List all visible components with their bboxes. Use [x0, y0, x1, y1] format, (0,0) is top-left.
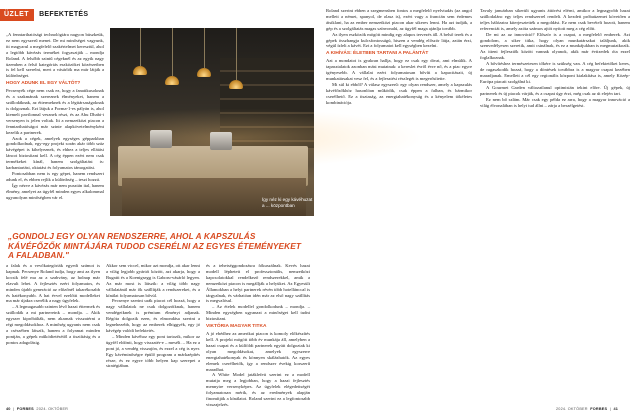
paragraph: Pecsenye szerint urák piacot cél hozzá, hogy a nagy vállalatok ne csak dolgozóiknak, hanem vendégeiknek is prémium élményt adjanak. Régóta dolgozik ezen, és elmondása szerint a legnehezebb, hogy az emberek elhiggyék, egy jó kávégép valódi befektetés. [106, 298, 200, 333]
coffee-bar-photo [110, 28, 314, 216]
coffee-machine [210, 132, 232, 150]
section-name: BEFEKTETÉS [39, 11, 89, 18]
paragraph: Akkor sem viccel, mikor azt mondja, ott akar lenni a világ legjobb gyártói között, azt akarja, hogy a Bugatti és a Koenigsegg is Gaboru-vásárló legyen. Az már most is látszik: a világ több nagy vállalatánál már ők szállítják a rendszereket, és a kínálat folyamatosan bővül. [106, 263, 200, 298]
paragraph: Azok a cégek, amelyek egységes gépparkban gondolkodnak, egy-egy projekt során akár több száz kávégépet is kihelyeznek, és ehhez a teljes ellátási láncot biztosítani kell. A cég éppen ezért nem csak termékeket kínál, hanem szolgáltatást is: karbantartást, oktatást és folyamatos támogatást. [6, 135, 104, 171]
section-badge: ÜZLET [0, 9, 34, 21]
issue-date: 2024. OKTÓBER [36, 407, 69, 411]
article-column-5 [480, 8, 630, 404]
pendant-lamp [229, 80, 243, 89]
lamp-wire [236, 28, 237, 80]
section-header [0, 8, 88, 21]
paragraph: Mi sül ki ebből? A válasz egyszerű: egy olyan rendszer, amely a kapszulás kávéfőzőkhöz hasonlóan működik, csak éppen a falban, és bármikor cserélhető. Ez a tisztaság, az energiahatékonyság és a kényelem tökéletes kombinációja. [326, 81, 472, 105]
paragraph: Pontosabban nem is egy gépet, hanem rendszert adunk el, és ebben rejlik a különbség – teszi hozzá. [6, 170, 104, 182]
subheading: VIKTÓRIA MAGYAR TITKA [206, 324, 267, 330]
paragraph: Pecsenyék cége nem csak ez, hogy a fanatikusoknak és a szakmának szereznek élményeket, hanem a szállodáknak, az éttermeknek és a légitársaságoknak is dolgoznak. Ezt látjuk a Forma-1-es pályán is, ahol kiemelt pavilonnal vesznek részt, és az Abu Dhabi-i versenyen is jelen voltak. Itt a nemzetközi piacon a fenntarthatóságot már szinte alapkövetelményként kezelik a partnerek. [6, 88, 104, 135]
pendant-lamp [197, 68, 211, 77]
article-column-3 [206, 263, 310, 407]
article-column-1 [6, 32, 104, 228]
paragraph: Tavaly januárban sikerült ugyanis áttörést elérni, amikor a legnagyobb hazai szállodalánc egy teljes rendszerrel rendelt. A kezdeti próbaüzemet követően a teljes hálózatra kiterjesztették a megoldást. Ez nem csak bevételt hozott, hanem referenciát is, amely azóta számos ajtót nyitott meg a cég előtt. [480, 8, 630, 31]
photo-caption: Így néz ki egy kávéhuzat a ... központban [262, 197, 313, 208]
article-column-1b [6, 263, 100, 403]
paragraph: A Gourmet Garden változatlanul optimistán tekint előre. Új gépek, új partnerek és új piacok várják, és a csapat úgy érzi, még csak az út elején tart. [480, 84, 630, 96]
article-column-4 [326, 8, 472, 404]
paragraph: – Az ételek modellel gondolkodunk – mondja. – Minden egységben ugyanazt a minőséget kell tudni biztosítani. [206, 304, 310, 322]
paragraph: Roland szerint ebben a szegmensben fontos a megfelelő nyelvtudás (az angol mellett a német, spanyol, de olasz is), ezért vagy a francián sem érdemes átsiklani, ha az ember nemzetközi piacon akar sikeres lenni. Ha azt tudják, a gép és a szolgáltatás magas színvonalú, az ügyfél maga ajánlja tovább. [326, 8, 472, 31]
paragraph: A bővítéshez természetesen tőkére is szükség van. A cég befektetőket keres, de ragaszkodik hozzá, hogy a döntések továbbra is a magyar csapat kezében maradjanak. Emellett a cél egy regionális központ kialakítása is, amely Közép-Európa piacait szolgálná ki. [480, 61, 630, 84]
paragraph: Az ilyen eszközök mögött mindig egy alapos tervezés áll. A belső terek és a gépek összhangja kulcsfontosságú, hiszen a vendég először látja, aztán érzi, végül ízleli a kávét. Ezt a folyamatot kell egységben kezelni. [326, 31, 472, 49]
paragraph: és a tehetséggondozásra fókuszálnak. Kevés hazai modell léphetett el professzionális, nemzetközi kapcsolatokkal rendelkező rendszerekkel, amik a nemzetközi piacon is megállják a helyüket. Az Egyesült Államokban a helyi partnerek révén több hotellánccal is tárgyalnak, és várhatóan idén már az első nagy szállítás is megvalósul. [206, 263, 310, 304]
issue-date: 2024. OKTÓBER [556, 407, 588, 411]
paragraph: A jó ebédhez az amerikai piacon is komoly előkészítés kell. A projekt mögött több év munkája áll, amelyben a hazai csapat és a külföldi partnerek együtt dolgoztak ki olyan megoldásokat, amelyek egyszerre energiahatékonyak és könnyen skálázhatók. Az egyes elemek cserélhetők, így a rendszer évekig korszerű maradhat. [206, 331, 310, 372]
paragraph: Azt a mondatot is gyakran hallja, hogy ez csak egy divat, ami elmúlik. A tapasztalatok azonban mást mutatnak: a kereslet évről évre nő, és a piac egyre igényesebb. A vállalat ezért folyamatosan bővíti a kapacitásait, új munkatársakat vesz fel, és a fejlesztési részlegét is megerősítette. [326, 58, 472, 82]
subheading: A KIHÍVÁS: ÉLETBEN TARTANI A PALÁNTÁT [326, 51, 429, 57]
lamp-wire [140, 28, 141, 66]
pendant-lamp [133, 66, 147, 75]
magazine-name: FORBES [590, 407, 608, 411]
paragraph: De mi az az innováció? Először is a csapat, a megfelelő emberek. Azt gondolom, a siker titka, hogy olyan munkatársakat találjunk, akik szenvedélyesen szeretik, amit csinálnak, és ez a munkájukban is megmutatkozik. Az itteni fejlesztők között vannak olyanok, akik már évtizedek óta ezzel foglalkoznak. [480, 31, 630, 61]
paragraph: A White Model jatáklefeti szerint ez a modell mutatja meg a legjobban, hogy a hazai fejlesztés mennyire versenyképes. Az ügyfelek elégedettségét folyamatosan mérik, és az eredmények alapján finomítják a kínálatot. Roland szerint ez a legfontosabb visszajelzés. [206, 372, 310, 407]
paragraph: a falak és a vevőkategóriák egyedi számot is kapnak. Pecsenye Roland tudja, hogy ami az ilyen kocsik felé ma az a szabvány, az holnap már elavult lehet. A fejlesztés ezért folyamatos, és minden újabb generáció az előzőnél takarékosabb és hatékonyabb. A hat évvel ezelőtti modelleket ma már újakra cserélik a nagy ügyfelek. [6, 263, 100, 304]
paragraph: „A fenntarthatósági technológiára nagyon büszkeük, ez nem egyszerű menet. De mi minőséget vagyunk, itt magyarul a megfelelő szakértelmet keresztül, ahol a legtöbb kávézás terméket fogyasztják – mondja Roland. A felsőbb szintű cégeknél és az egyik nagy üzemben a felső kategóriás eszközöket közérzetben is fel kell szerelni, mert a vásárlók ma már látják a különbséget. [6, 32, 104, 79]
pendant-lamp [165, 76, 179, 85]
paragraph: – Minden kávéhoz egy pont tartozik, mikor az ügyfél eldönti, hogy visszatér-e – meséli. – Ha ez a pont jó, a vendég visszajön, és ezzel a cég is nyer. Egy kávéminőségre épülő program a márkaépítés része, és ez egyre több helyen kap szerepet a stratégiában. [106, 333, 200, 369]
paragraph: – A legmagasabb szinten lévő hazai éttermek és szállodák a mi partnereink – mondja. – Akik egyszer kipróbálták, nem akarnak visszatérni a régi megoldásokhoz. A minőség ugyanis nem csak a csészében látszik, hanem a folyamat minden pontján, a gépek működtetésétől a tisztításig és a pontos adagolásig. [6, 304, 100, 345]
magazine-name: FORBES [16, 407, 34, 411]
paragraph: Ez nem bő szlám. Már csak egy példa ez arra, hogy a magyar innováció a világ élvonalában is helyt tud állni – zárja a beszélgetést. [480, 96, 630, 108]
page-number: 41 [613, 407, 619, 411]
coffee-machine [150, 130, 172, 148]
pull-quote: „GONDOLJ EGY OLYAN RENDSZERRE, AHOL A KAPSZULÁS KÁVÉFŐZŐK MINTÁJÁRA TUDOD CSERÉLNI AZ EGYES ÉTEMÉNYEKET A FALADBAN." [8, 231, 301, 261]
subheading: HOGY ADUNK EL EGY VÁLTÓT? [6, 81, 81, 87]
lamp-wire [204, 28, 205, 68]
lamp-wire [172, 28, 173, 76]
paragraph: Így nézve a kávézás már nem pusztán ital, hanem élmény, amelyet az ügyfél minden egyes alkalommal ugyanolyan minőségben vár el. [6, 182, 104, 200]
footer-right: 2024. OKTÓBER FORBES | 41 [556, 407, 619, 411]
footer-left: 40 | FORBES 2024. OKTÓBER [6, 407, 69, 411]
article-column-2 [106, 263, 200, 403]
page-number: 40 [6, 407, 11, 411]
